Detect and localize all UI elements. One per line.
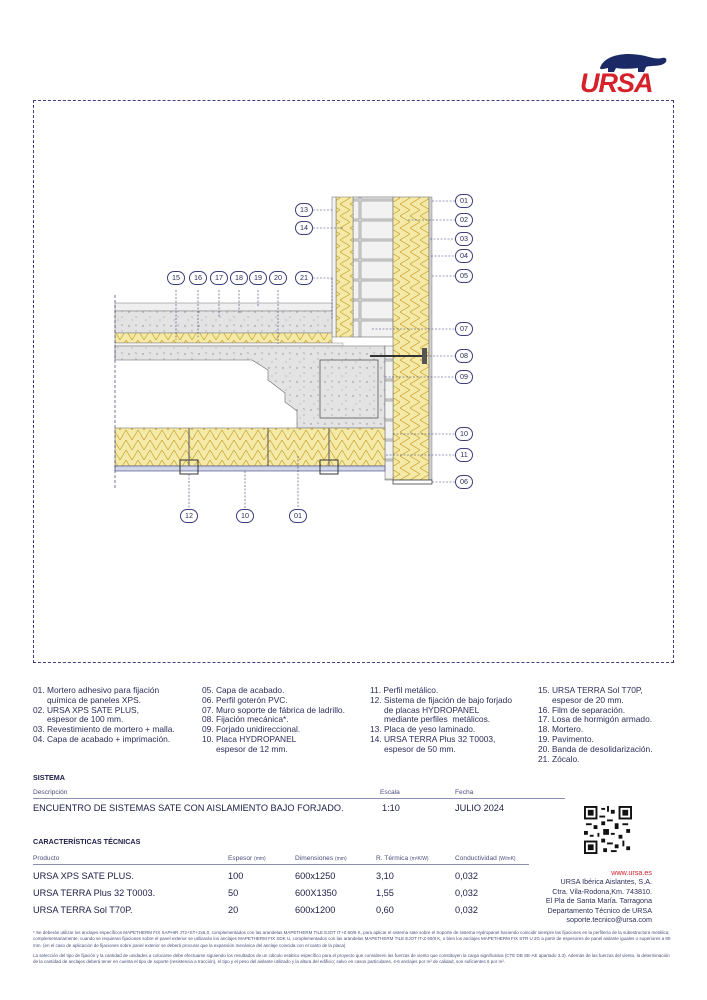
footnote-2: La selección del tipo de fijación y la cantidad de unidades a colocarse debe efectuarse siguiendo los resultados de un cálculo estático específico para el proyecto que consideren las fuerzas de viento que constituyen la carga significativa (CTE DB SE-AE apartado 3.3). Además de las fuerzas del viento, la determinación de la cantidad de anclajes deberá tener en cuenta el tipo de soporte (resistencia a tracción), el tipo y el peso del aislante utilizado y la altura del edificio; salvo en casos particulares, 4-6 anclajes por m² de calidad, son suficientes 6 por m². — [33, 953, 670, 965]
legend-item: 17. Losa de hormigón armado. — [538, 714, 653, 725]
callout-06: 06 — [455, 475, 473, 489]
legend-item: espesor de 20 mm. — [538, 694, 624, 705]
caracteristicas-title: CARACTERÍSTICAS TÉCNICAS — [33, 837, 141, 846]
cell-espesor: 50 — [228, 888, 239, 898]
cell-conductividad: 0,032 — [455, 905, 478, 915]
legend-item: 04. Capa de acabado + imprimación. — [33, 733, 171, 744]
legend-item: 07. Muro soporte de fábrica de ladrillo. — [202, 704, 345, 715]
header-rtermica-label: R. Térmica — [376, 855, 409, 862]
callout-03: 03 — [455, 232, 473, 246]
callout-09: 09 — [455, 370, 473, 384]
header-conductividad — [455, 855, 516, 862]
callout-11: 11 — [455, 448, 473, 462]
callout-10: 10 — [236, 509, 254, 523]
legend-item: espesor de 12 mm. — [202, 743, 288, 754]
callout-04: 04 — [455, 249, 473, 263]
header-conductividad-unit: (W/mK) — [498, 856, 516, 862]
callout-16: 16 — [189, 271, 207, 285]
legend-item: 10. Placa HYDROPANEL — [202, 733, 297, 744]
callout-14: 14 — [295, 221, 313, 235]
sistema-fecha-header: Fecha — [455, 789, 474, 796]
cell-rtermica: 3,10 — [376, 871, 394, 881]
callout-10: 10 — [455, 427, 473, 441]
footnote-1: * Se deberán utilizar los anclajes específicos MAPETHERM FIX SAPHIR JT2+ST+2x6,0, complementados con las arandelas MAPETHERM TILE EJOT IT+Z 60/8 K, para aplicar el sistema sate sobre el Soporte de sistema Hydropanel haciendo coincidir siempre las fijaciones en la perfilería de la subestructura metálica; complementariamente, cuando se requieran fijaciones sobre el panel exterior se utilizarán los anclajes MAPETHERM FIX SDK U, complementados con las arandelas MAPETHERM TILE EJOT IT-Z 60/8 K, o bien los anclajes MAPETHERM FIX STR U 2G a partir de espesores de panel aislante iguales o superiores a 80 mm. (en el caso de aplicación de fijaciones sobre panel exterior se deberá procurar que la expansión mecánica del anclaje coincida con el canto de la placa) — [33, 930, 671, 948]
cell-dimensiones: 600x1200 — [295, 905, 336, 915]
cell-producto: URSA TERRA Plus 32 T0003. — [33, 888, 156, 898]
divider — [33, 798, 565, 799]
legend-item: espesor de 100 mm. — [33, 714, 124, 725]
legend-item: de placas HYDROPANEL — [370, 704, 480, 715]
header-dimensiones-unit: (mm) — [334, 856, 347, 862]
legend-item: 15. URSA TERRA Sol T70P, — [538, 685, 643, 695]
cell-conductividad: 0,032 — [455, 871, 478, 881]
legend-item: espesor de 50 mm. — [370, 743, 456, 754]
cell-producto: URSA XPS SATE PLUS. — [33, 871, 134, 881]
cell-dimensiones: 600x1250 — [295, 871, 336, 881]
sistema-desc-header: Descripción — [33, 789, 68, 796]
department: Departamento Técnico de URSA — [547, 905, 652, 915]
legend-item: 05. Capa de acabado. — [202, 685, 285, 695]
company-name: URSA Ibérica Aislantes, S.A. — [560, 877, 652, 887]
legend-item: 20. Banda de desolidarización. — [538, 743, 653, 754]
sistema-description: ENCUENTRO DE SISTEMAS SATE CON AISLAMIENTO BAJO FORJADO. — [33, 803, 344, 813]
legend-item: 14. URSA TERRA Plus 32 T0003, — [370, 733, 496, 744]
cell-dimensiones: 600X1350 — [295, 888, 337, 898]
legend-item: 18. Mortero. — [538, 724, 584, 735]
legend-item: 21. Zócalo. — [538, 753, 580, 764]
website-link[interactable]: www.ursa.es — [611, 868, 652, 877]
email-link[interactable]: soporte.tecnico@ursa.com — [566, 915, 652, 925]
sistema-fecha: JULIO 2024 — [455, 803, 505, 813]
callout-19: 19 — [249, 271, 267, 285]
callout-20: 20 — [269, 271, 287, 285]
legend-item: química de paneles XPS. — [33, 694, 142, 705]
cell-producto: URSA TERRA Sol T70P. — [33, 905, 133, 915]
header-dimensiones — [295, 855, 347, 862]
callout-08: 08 — [455, 349, 473, 363]
callout-01: 01 — [289, 509, 307, 523]
callout-13: 13 — [295, 203, 313, 217]
callout-05: 05 — [455, 269, 473, 283]
contact-block — [540, 868, 652, 924]
callout-12: 12 — [180, 509, 198, 523]
callout-21: 21 — [295, 271, 313, 285]
cell-rtermica: 0,60 — [376, 905, 394, 915]
address-line-1: Ctra. Vila-Rodona,Km. 743810. — [552, 886, 652, 896]
legend-col-4 — [538, 686, 653, 764]
legend-col-3 — [370, 686, 512, 755]
legend-item: 09. Forjado unidireccional. — [202, 724, 301, 735]
legend-item: 12. Sistema de fijación de bajo forjado — [370, 694, 512, 705]
header-rtermica — [376, 855, 429, 862]
callout-02: 02 — [455, 213, 473, 227]
divider — [33, 864, 529, 865]
cell-rtermica: 1,55 — [376, 888, 394, 898]
header-dimensiones-label: Dimensiones — [295, 855, 334, 862]
legend-item: 16. Film de separación. — [538, 704, 626, 715]
callout-18: 18 — [230, 271, 248, 285]
legend-item: 08. Fijación mecánica*. — [202, 714, 289, 725]
legend-item: 19. Pavimento. — [538, 733, 594, 744]
sistema-escala: 1:10 — [382, 803, 400, 813]
cell-espesor: 100 — [228, 871, 244, 881]
legend-item: 03. Revestimiento de mortero + malla. — [33, 724, 175, 735]
address-line-2: El Pla de Santa María. Tarragona — [545, 896, 652, 906]
callout-17: 17 — [210, 271, 228, 285]
callout-07: 07 — [455, 322, 473, 336]
legend-col-1 — [33, 686, 175, 745]
sistema-escala-header: Escala — [380, 789, 400, 796]
header-espesor-label: Espesor — [228, 855, 253, 862]
legend-item: 13. Placa de yeso laminado. — [370, 724, 476, 735]
header-espesor — [228, 855, 266, 862]
legend-item: 11. Perfil metálico. — [370, 685, 439, 695]
legend-item: 01. Mortero adhesivo para fijación — [33, 685, 160, 695]
header-rtermica-unit: (m²K/W) — [409, 856, 429, 862]
logo-text: URSA — [580, 68, 653, 98]
header-producto: Producto — [33, 855, 60, 862]
header-espesor-unit: (mm) — [254, 856, 266, 862]
legend-item: mediante perfiles metálicos. — [370, 714, 491, 725]
qr-code-icon — [584, 806, 632, 854]
sistema-title: SISTEMA — [33, 773, 65, 782]
header-conductividad-label: Conductividad — [455, 855, 497, 862]
callout-15: 15 — [167, 271, 185, 285]
legend-col-2 — [202, 686, 345, 755]
cell-conductividad: 0,032 — [455, 888, 478, 898]
legend-item: 02. URSA XPS SATE PLUS, — [33, 704, 139, 715]
legend-item: 06. Perfil goterón PVC. — [202, 694, 288, 705]
callout-01: 01 — [455, 194, 473, 208]
cell-espesor: 20 — [228, 905, 239, 915]
